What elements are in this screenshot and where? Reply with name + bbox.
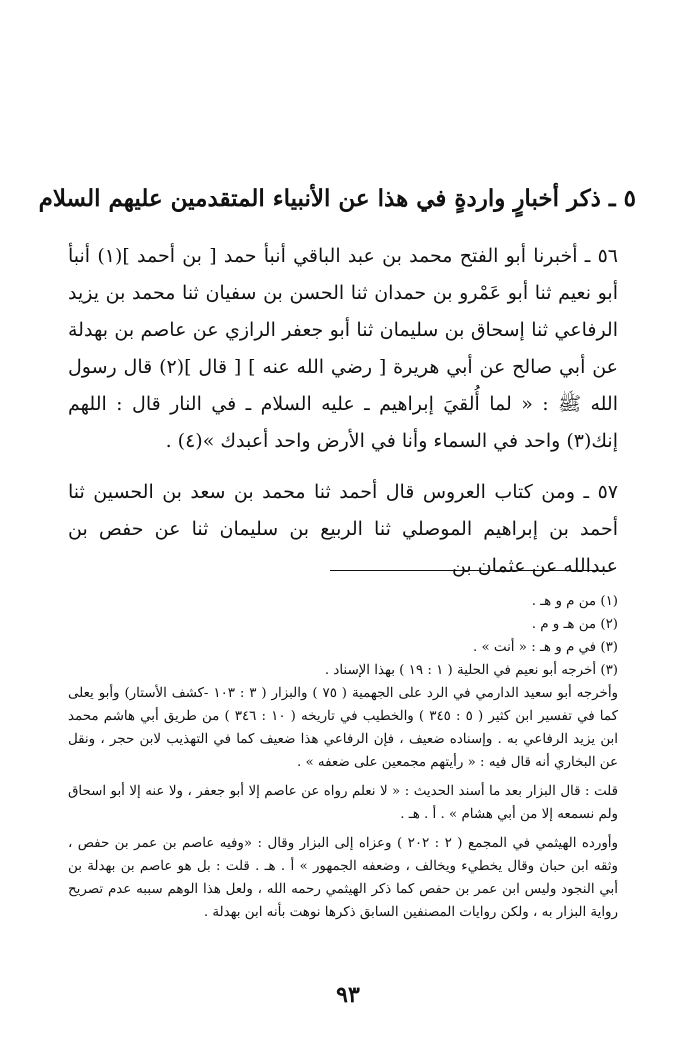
footnote-4-haythami: وأورده الهيثمي في المجمع ( ٢ : ٢٠٢ ) وعزاه إلى البزار وقال : «وفيه عاصم بن عمر بن حفص ، وثقه ابن حبان وقال يخطيء ويخالف ، وضعفه الجمهور » أ . هـ . قلت : بل هو عاصم بن بهدلة بن أبي النجود وليس ابن عمر بن حفص كما ذكر الهيثمي رحمه الله ، ولعل هذا الوهم سببه عدم تصريح رواية البزار به ، ولكن روايات المصنفين السابق ذكرها نوهت بأنه ابن بهدلة . — [68, 836, 618, 920]
page-number: ٩٣ — [336, 982, 360, 1008]
footnote-4: (٣) أخرجه أبو نعيم في الحلية ( ١ : ١٩ ) بهذا الإسناد . — [324, 663, 618, 678]
footnote-4-continued: وأخرجه أبو سعيد الدارمي في الرد على الجهمية ( ٧٥ ) والبزار ( ٣ : ١٠٣ -كشف الأستار) وأبو يعلى كما في تفسير ابن كثير ( ٥ : ٣٤٥ ) والخطيب في تاريخه ( ١٠ : ٣٤٦ ) من طريق أبي هاشم محمد ابن يزيد الرفاعي به . وإسناده ضعيف ، فإن الرفاعي هذا ضعيف كما في التهذيب لابن حجر ، ونقل عن البخاري أنه قال فيه : « رأيتهم مجمعين على ضعفه » . — [68, 686, 619, 770]
footnote-4-comment: قلت : قال البزار بعد ما أسند الحديث : « لا نعلم رواه عن عاصم إلا أبو جعفر ، ولا عنه إلا أبو اسحاق ولم نسمعه إلا من أبي هشام » . أ . هـ . — [68, 784, 618, 822]
footnote-separator — [330, 570, 608, 571]
footnote-1: (١) من م و هـ . — [531, 594, 618, 609]
hadith-57-paragraph: ٥٧ ـ ومن كتاب العروس قال أحمد ثنا محمد بن سعد بن الحسين ثنا أحمد بن إبراهيم الموصلي ثنا الربيع بن سليمان ثنا عن حفص بن عبدالله عن عثمان بن — [68, 481, 618, 577]
footnote-3: (٣) في م و هـ : « أنت » . — [472, 640, 618, 655]
section-heading: ٥ ـ ذكر أخبارٍ واردةٍ في هذا عن الأنبياء المتقدمين عليهم السلام — [38, 185, 636, 212]
hadith-56-paragraph: ٥٦ ـ أخبرنا أبو الفتح محمد بن عبد الباقي أنبأ حمد [ بن أحمد ](١) أنبأ أبو نعيم ثنا أبو عَمْرو بن حمدان ثنا الحسن بن سفيان ثنا محمد بن يزيد الرفاعي ثنا إسحاق بن سليمان ثنا أبو جعفر الرازي عن عاصم بن بهدلة عن أبي صالح عن أبي هريرة [ رضي الله عنه ] [ قال ](٢) قال رسول الله ﷺ : « لما أُلقيَ إبراهيم ـ عليه السلام ـ في النار قال : اللهم إنك(٣) واحد في السماء وأنا في الأرض واحد أعبدك »(٤) . — [68, 245, 618, 452]
footnotes — [68, 590, 618, 924]
footnote-2: (٢) من هـ و م . — [531, 617, 618, 632]
